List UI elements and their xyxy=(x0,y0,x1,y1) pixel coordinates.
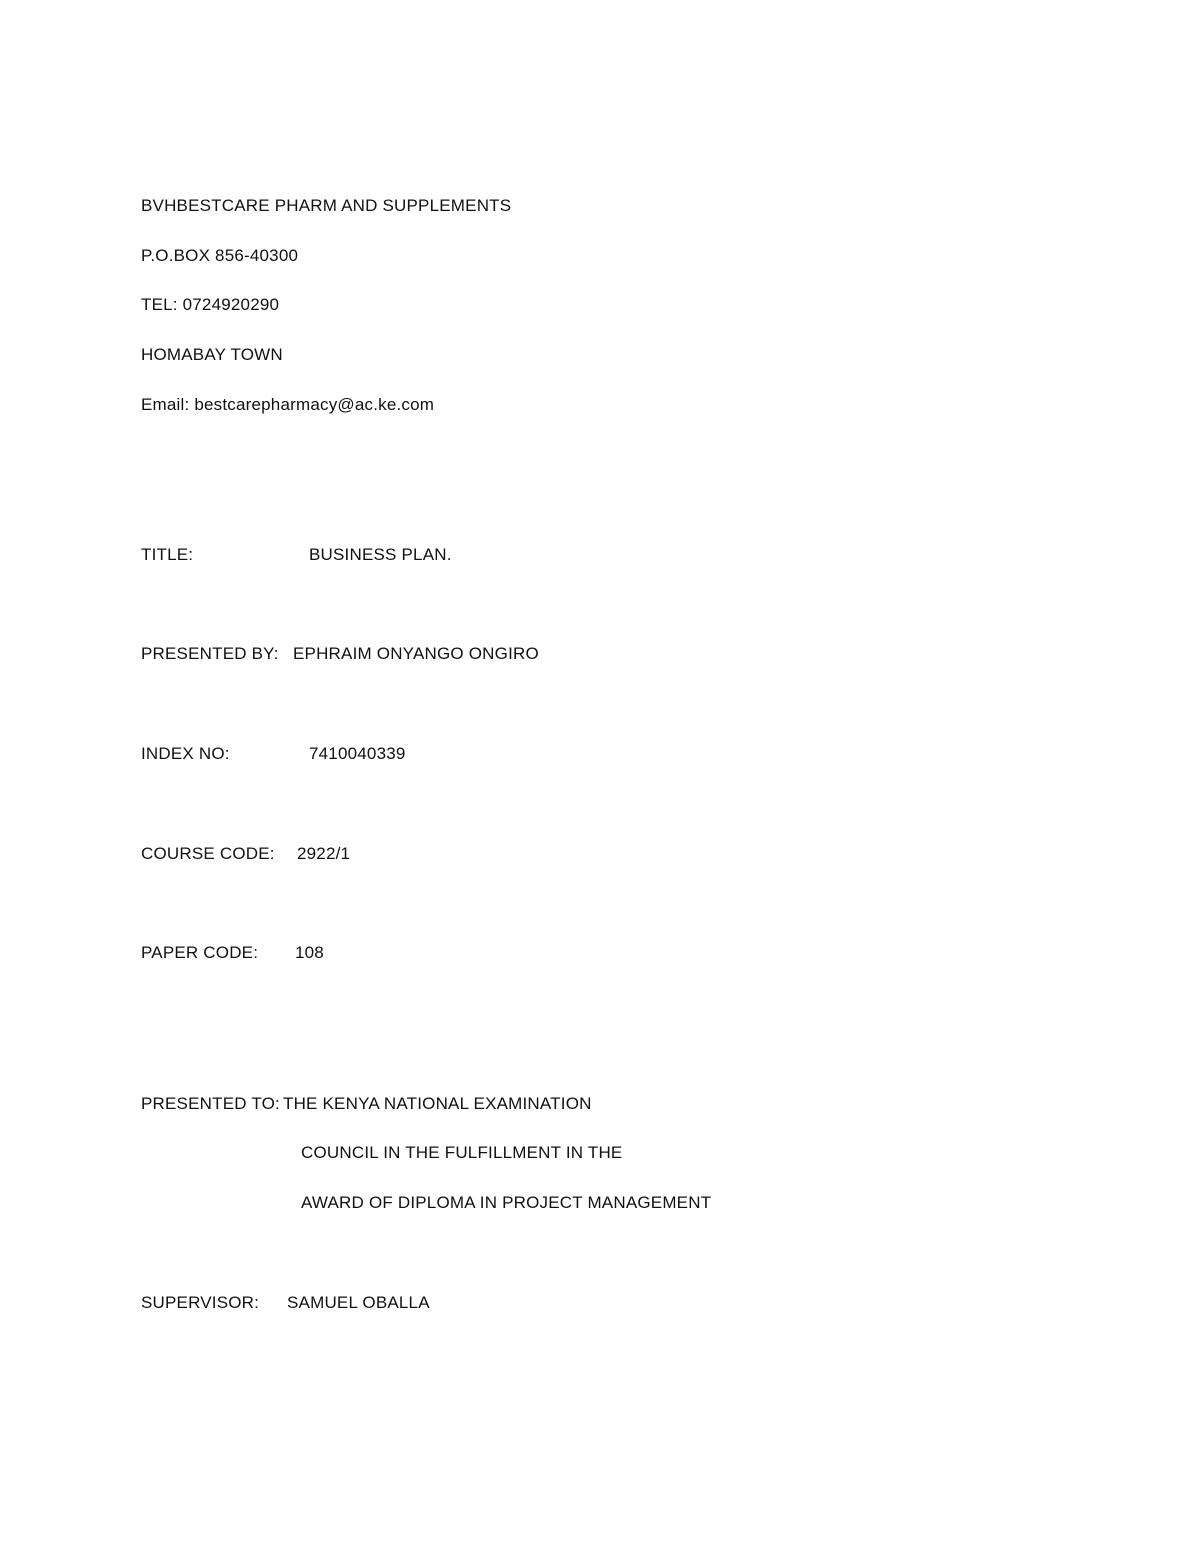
presented-by-value: EPHRAIM ONYANGO ONGIRO xyxy=(293,644,539,663)
paper-code-value: 108 xyxy=(295,943,324,962)
presented-by-label: PRESENTED BY: xyxy=(141,644,279,663)
presented-to-line1: THE KENYA NATIONAL EXAMINATION xyxy=(283,1094,592,1113)
title-value: BUSINESS PLAN. xyxy=(309,545,452,564)
presented-to-line2: COUNCIL IN THE FULFILLMENT IN THE xyxy=(301,1143,623,1162)
organization-name: BVHBESTCARE PHARM AND SUPPLEMENTS xyxy=(141,196,512,215)
index-label: INDEX NO: xyxy=(141,744,230,763)
town: HOMABAY TOWN xyxy=(141,345,283,364)
course-code-label: COURSE CODE: xyxy=(141,844,275,863)
title-label: TITLE: xyxy=(141,545,194,564)
paper-code-label: PAPER CODE: xyxy=(141,943,259,962)
presented-to-line3: AWARD OF DIPLOMA IN PROJECT MANAGEMENT xyxy=(301,1193,712,1212)
telephone: TEL: 0724920290 xyxy=(141,295,280,314)
course-code-value: 2922/1 xyxy=(297,844,351,863)
index-value: 7410040339 xyxy=(309,744,406,763)
supervisor-label: SUPERVISOR: xyxy=(141,1293,260,1312)
po-box: P.O.BOX 856-40300 xyxy=(141,246,299,265)
email: Email: bestcarepharmacy@ac.ke.com xyxy=(141,395,435,414)
supervisor-value: SAMUEL OBALLA xyxy=(287,1293,430,1312)
presented-to-label: PRESENTED TO: xyxy=(141,1094,280,1113)
